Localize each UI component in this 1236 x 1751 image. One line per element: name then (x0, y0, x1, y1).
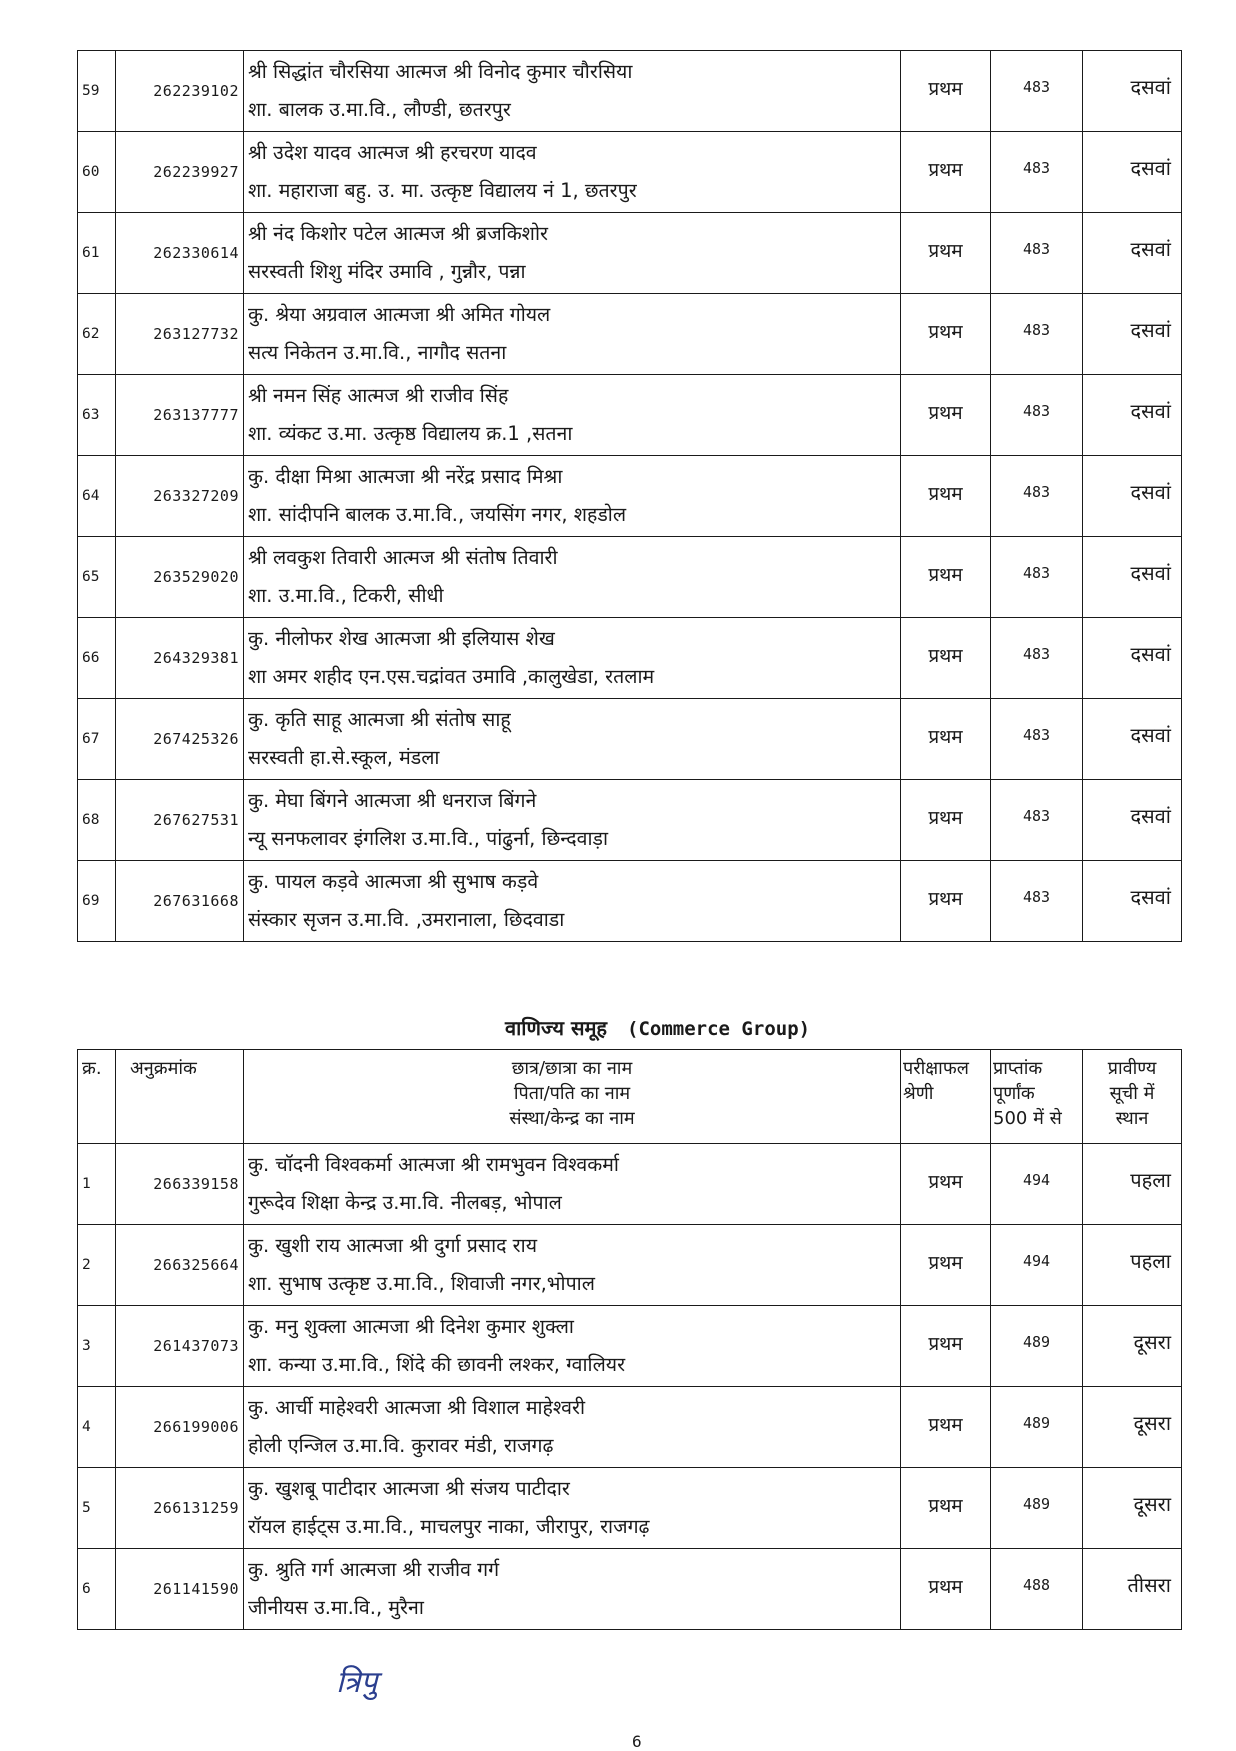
science-merit-table (77, 50, 1182, 942)
marks-obtained: 488 (991, 1549, 1083, 1630)
roll-number: 267631668 (116, 861, 244, 942)
page-number: 6 (632, 1732, 642, 1751)
serial-number: 1 (78, 1144, 116, 1225)
table-row (78, 1306, 1182, 1387)
merit-rank: दसवां (1083, 699, 1182, 780)
header-result: परीक्षाफल श्रेणी (901, 1050, 991, 1144)
student-name: कु. दीक्षा मिश्रा आत्मजा श्री नरेंद्र प्रसाद मिश्रा (248, 465, 563, 488)
table-row (78, 375, 1182, 456)
marks-obtained: 483 (991, 456, 1083, 537)
student-name: श्री उदेश यादव आत्मज श्री हरचरण यादव (248, 141, 537, 164)
serial-number: 59 (78, 51, 116, 132)
student-details (244, 1468, 901, 1549)
school-name: शा. सांदीपनि बालक उ.मा.वि., जयसिंग नगर, शहडोल (248, 503, 627, 526)
school-name: शा. महाराजा बहु. उ. मा. उत्कृष्ट विद्यालय नं 1, छतरपुर (248, 179, 637, 202)
roll-number: 264329381 (116, 618, 244, 699)
table-row (78, 699, 1182, 780)
roll-number: 262330614 (116, 213, 244, 294)
result-division: प्रथम (901, 1306, 991, 1387)
commerce-title-hindi: वाणिज्य समूह (505, 1016, 608, 1040)
merit-rank: दूसरा (1083, 1387, 1182, 1468)
school-name: शा. सुभाष उत्कृष्ट उ.मा.वि., शिवाजी नगर,भोपाल (248, 1272, 595, 1295)
table-row (78, 1225, 1182, 1306)
student-name: कु. मेघा बिंगने आत्मजा श्री धनराज बिंगने (248, 789, 537, 812)
merit-rank: दसवां (1083, 618, 1182, 699)
serial-number: 5 (78, 1468, 116, 1549)
marks-obtained: 483 (991, 537, 1083, 618)
marks-obtained: 483 (991, 618, 1083, 699)
result-division: प्रथम (901, 1225, 991, 1306)
student-name: श्री सिद्धांत चौरसिया आत्मज श्री विनोद कुमार चौरसिया (248, 60, 633, 83)
school-name: न्यू सनफलावर इंगलिश उ.मा.वि., पांढुर्ना, छिन्दवाड़ा (248, 827, 609, 850)
roll-number: 262239102 (116, 51, 244, 132)
school-name: शा अमर शहीद एन.एस.चद्रांवत उमावि ,कालुखेडा, रतलाम (248, 665, 655, 688)
serial-number: 2 (78, 1225, 116, 1306)
student-name: श्री लवकुश तिवारी आत्मज श्री संतोष तिवारी (248, 546, 558, 569)
table-row (78, 537, 1182, 618)
school-name: रॉयल हाईट्स उ.मा.वि., माचलपुर नाका, जीरापुर, राजगढ़ (248, 1515, 650, 1538)
student-name: कु. खुशबू पाटीदार आत्मजा श्री संजय पाटीदार (248, 1477, 570, 1500)
roll-number: 262239927 (116, 132, 244, 213)
student-name: कु. चॉदनी विश्वकर्मा आत्मजा श्री रामभुवन विश्वकर्मा (248, 1153, 619, 1176)
student-details (244, 213, 901, 294)
merit-rank: पहला (1083, 1144, 1182, 1225)
school-name: शा. व्यंकट उ.मा. उत्कृष्ठ विद्यालय क्र.1 ,सतना (248, 422, 573, 445)
school-name: सरस्वती शिशु मंदिर उमावि , गुन्नौर, पन्ना (248, 260, 526, 283)
serial-number: 6 (78, 1549, 116, 1630)
table-row (78, 780, 1182, 861)
merit-rank: दसवां (1083, 213, 1182, 294)
student-name: कु. मनु शुक्ला आत्मजा श्री दिनेश कुमार शुक्ला (248, 1315, 574, 1338)
header-father-name: पिता/पति का नाम (513, 1083, 631, 1104)
marks-obtained: 489 (991, 1387, 1083, 1468)
merit-rank: दसवां (1083, 294, 1182, 375)
table-row (78, 294, 1182, 375)
student-details (244, 456, 901, 537)
student-details (244, 699, 901, 780)
merit-rank: दसवां (1083, 375, 1182, 456)
student-name: श्री नमन सिंह आत्मज श्री राजीव सिंह (248, 384, 509, 407)
serial-number: 63 (78, 375, 116, 456)
table-row (78, 213, 1182, 294)
merit-rank: दसवां (1083, 861, 1182, 942)
merit-rank: पहला (1083, 1225, 1182, 1306)
school-name: होली एन्जिल उ.मा.वि. कुरावर मंडी, राजगढ़ (248, 1434, 554, 1457)
marks-obtained: 494 (991, 1225, 1083, 1306)
school-name: जीनीयस उ.मा.वि., मुरैना (248, 1596, 424, 1619)
table-row (78, 1144, 1182, 1225)
student-details (244, 51, 901, 132)
result-division: प्रथम (901, 537, 991, 618)
table-row (78, 456, 1182, 537)
roll-number: 266325664 (116, 1225, 244, 1306)
science-table-body (78, 51, 1182, 942)
result-division: प्रथम (901, 1144, 991, 1225)
serial-number: 69 (78, 861, 116, 942)
marks-obtained: 489 (991, 1306, 1083, 1387)
roll-number: 263529020 (116, 537, 244, 618)
student-details (244, 1549, 901, 1630)
roll-number: 266339158 (116, 1144, 244, 1225)
table-row (78, 861, 1182, 942)
student-details (244, 618, 901, 699)
serial-number: 61 (78, 213, 116, 294)
commerce-title-english: (Commerce Group) (627, 1018, 811, 1040)
merit-rank: दूसरा (1083, 1468, 1182, 1549)
roll-number: 263327209 (116, 456, 244, 537)
header-student-name: छात्र/छात्रा का नाम (511, 1058, 633, 1079)
serial-number: 60 (78, 132, 116, 213)
roll-number: 267627531 (116, 780, 244, 861)
result-division: प्रथम (901, 375, 991, 456)
marks-obtained: 483 (991, 699, 1083, 780)
student-details (244, 132, 901, 213)
serial-number: 3 (78, 1306, 116, 1387)
serial-number: 62 (78, 294, 116, 375)
student-name: कु. आर्ची माहेश्वरी आत्मजा श्री विशाल माहेश्वरी (248, 1396, 586, 1419)
serial-number: 66 (78, 618, 116, 699)
roll-number: 266199006 (116, 1387, 244, 1468)
handwritten-signature: त्रिपु (336, 1665, 378, 1700)
result-division: प्रथम (901, 51, 991, 132)
student-details (244, 537, 901, 618)
roll-number: 261437073 (116, 1306, 244, 1387)
commerce-merit-table (77, 1049, 1182, 1630)
school-name: शा. कन्या उ.मा.वि., शिंदे की छावनी लश्कर, ग्वालियर (248, 1353, 626, 1376)
table-row (78, 1387, 1182, 1468)
school-name: शा. उ.मा.वि., टिकरी, सीधी (248, 584, 444, 607)
result-division: प्रथम (901, 861, 991, 942)
student-name: कु. पायल कड़वे आत्मजा श्री सुभाष कड़वे (248, 870, 539, 893)
table-row (78, 618, 1182, 699)
student-name: कु. खुशी राय आत्मजा श्री दुर्गा प्रसाद राय (248, 1234, 538, 1257)
commerce-section-title (505, 1014, 810, 1041)
header-merit-rank: प्रावीण्य सूची में स्थान (1083, 1050, 1182, 1144)
result-division: प्रथम (901, 618, 991, 699)
serial-number: 67 (78, 699, 116, 780)
school-name: सत्य निकेतन उ.मा.वि., नागौद सतना (248, 341, 507, 364)
school-name: गुरूदेव शिक्षा केन्द्र उ.मा.वि. नीलबड़, भोपाल (248, 1191, 562, 1214)
roll-number: 261141590 (116, 1549, 244, 1630)
result-division: प्रथम (901, 780, 991, 861)
header-marks: प्राप्तांक पूर्णांक 500 में से (991, 1050, 1083, 1144)
student-name: श्री नंद किशोर पटेल आत्मज श्री ब्रजकिशोर (248, 222, 548, 245)
header-serial-number: क्र. (78, 1050, 116, 1144)
result-division: प्रथम (901, 456, 991, 537)
result-division: प्रथम (901, 1468, 991, 1549)
serial-number: 65 (78, 537, 116, 618)
merit-rank: दूसरा (1083, 1306, 1182, 1387)
student-details (244, 294, 901, 375)
header-institution: संस्था/केन्द्र का नाम (509, 1108, 635, 1129)
header-name-details (244, 1050, 901, 1144)
marks-obtained: 483 (991, 132, 1083, 213)
result-division: प्रथम (901, 132, 991, 213)
roll-number: 267425326 (116, 699, 244, 780)
merit-rank: दसवां (1083, 456, 1182, 537)
serial-number: 64 (78, 456, 116, 537)
student-details (244, 861, 901, 942)
student-name: कु. श्रेया अग्रवाल आत्मजा श्री अमित गोयल (248, 303, 551, 326)
student-name: कु. श्रुति गर्ग आत्मजा श्री राजीव गर्ग (248, 1558, 500, 1581)
table-row (78, 51, 1182, 132)
result-division: प्रथम (901, 699, 991, 780)
student-details (244, 780, 901, 861)
marks-obtained: 489 (991, 1468, 1083, 1549)
commerce-table-body (78, 1144, 1182, 1630)
student-details (244, 1225, 901, 1306)
school-name: शा. बालक उ.मा.वि., लौण्डी, छतरपुर (248, 98, 511, 121)
header-roll-number: अनुक्रमांक (116, 1050, 244, 1144)
student-details (244, 1144, 901, 1225)
serial-number: 4 (78, 1387, 116, 1468)
table-row (78, 132, 1182, 213)
student-name: कु. कृति साहू आत्मजा श्री संतोष साहू (248, 708, 511, 731)
student-details (244, 375, 901, 456)
roll-number: 263127732 (116, 294, 244, 375)
marks-obtained: 483 (991, 780, 1083, 861)
school-name: संस्कार सृजन उ.मा.वि. ,उमरानाला, छिदवाडा (248, 908, 565, 931)
marks-obtained: 483 (991, 51, 1083, 132)
result-division: प्रथम (901, 1549, 991, 1630)
table-row (78, 1468, 1182, 1549)
table-header-row (78, 1050, 1182, 1144)
merit-rank: तीसरा (1083, 1549, 1182, 1630)
roll-number: 266131259 (116, 1468, 244, 1549)
marks-obtained: 494 (991, 1144, 1083, 1225)
merit-rank: दसवां (1083, 780, 1182, 861)
result-division: प्रथम (901, 1387, 991, 1468)
student-details (244, 1306, 901, 1387)
marks-obtained: 483 (991, 294, 1083, 375)
merit-rank: दसवां (1083, 132, 1182, 213)
merit-rank: दसवां (1083, 537, 1182, 618)
student-details (244, 1387, 901, 1468)
student-name: कु. नीलोफर शेख आत्मजा श्री इलियास शेख (248, 627, 555, 650)
result-division: प्रथम (901, 294, 991, 375)
roll-number: 263137777 (116, 375, 244, 456)
marks-obtained: 483 (991, 861, 1083, 942)
marks-obtained: 483 (991, 375, 1083, 456)
marks-obtained: 483 (991, 213, 1083, 294)
serial-number: 68 (78, 780, 116, 861)
table-row (78, 1549, 1182, 1630)
school-name: सरस्वती हा.से.स्कूल, मंडला (248, 746, 440, 769)
result-division: प्रथम (901, 213, 991, 294)
merit-rank: दसवां (1083, 51, 1182, 132)
